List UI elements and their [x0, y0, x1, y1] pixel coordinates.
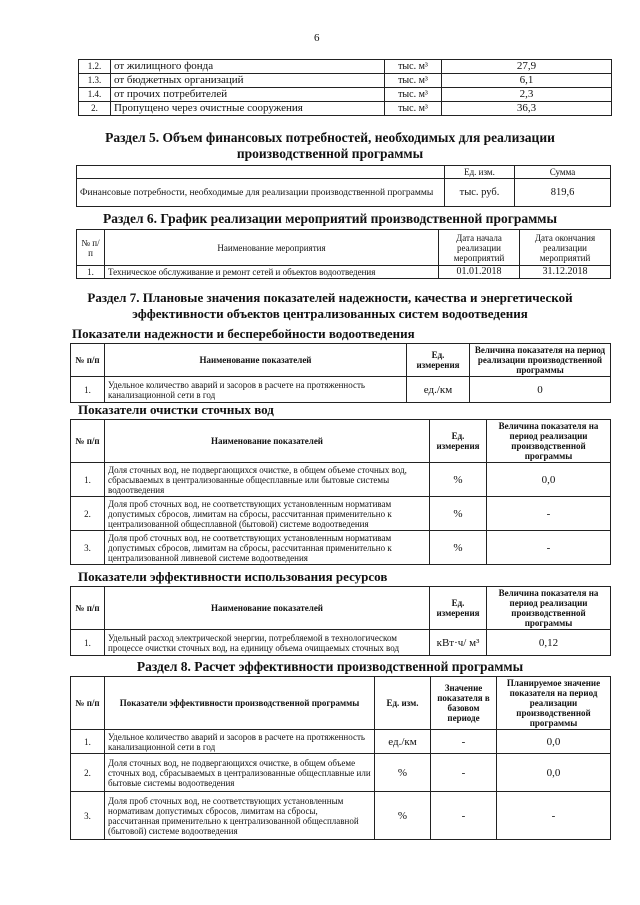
- row-unit: ед./км: [375, 730, 431, 754]
- header-unit: Ед. измерения: [430, 420, 487, 463]
- treatment-table-body: [71, 420, 611, 565]
- table-row: [71, 630, 611, 656]
- header-name: Наименование показателей: [105, 344, 407, 377]
- row-base: -: [431, 792, 497, 840]
- schedule-header-num: № п/п: [77, 230, 105, 266]
- row-number: 1.: [71, 730, 105, 754]
- header-value: Величина показателя на период реализации производственной программы: [487, 420, 611, 463]
- header-unit: Ед. измерения: [407, 344, 470, 377]
- header-plan: Планируемое значение показателя на период реализации производственной программы: [497, 677, 611, 730]
- row-unit: тыс. м³: [385, 102, 442, 116]
- row-unit: тыс. м³: [385, 88, 442, 102]
- efficiency-table: [70, 586, 611, 656]
- row-value: 2,3: [442, 88, 612, 102]
- row-value: 0: [470, 377, 611, 403]
- header-unit: Ед. изм.: [375, 677, 431, 730]
- row-value: 6,1: [442, 74, 612, 88]
- finance-header-name: [77, 166, 445, 179]
- row-name: от бюджетных организаций: [111, 74, 385, 88]
- section7-title: [40, 290, 620, 322]
- row-unit: ед./км: [407, 377, 470, 403]
- row-number: 1.3.: [79, 74, 111, 88]
- row-number: 2.: [79, 102, 111, 116]
- header-num: № п/п: [71, 344, 105, 377]
- header-num: № п/п: [71, 677, 105, 730]
- row-name: Доля сточных вод, не подвергающихся очистке, в общем объеме сточных вод, сбрасываемых в централизованные общесплавные или бытовые системы водоотведения: [105, 463, 430, 497]
- row-name: Доля проб сточных вод, не соответствующих установленным нормативам допустимых сбросов, лимитам на сбросы, рассчитанная применительно к централизованной ливневой системе водоотведения: [105, 531, 430, 565]
- table-row: [71, 463, 611, 497]
- row-plan: 0,0: [497, 730, 611, 754]
- table-header-row: [71, 344, 611, 377]
- finance-header-sum: Сумма: [515, 166, 611, 179]
- table-header-row: [71, 587, 611, 630]
- row-number: 2.: [71, 754, 105, 792]
- reliability-table: [70, 343, 611, 403]
- row-value: 0,12: [487, 630, 611, 656]
- header-name: Показатели эффективности производственной программы: [105, 677, 375, 730]
- row-number: 1.: [71, 377, 105, 403]
- section8-title: Раздел 8. Расчет эффективности производственной программы: [136, 659, 524, 674]
- reliability-table-body: [71, 344, 611, 403]
- table-row: [71, 531, 611, 565]
- finance-row-name: Финансовые потребности, необходимые для реализации производственной программы: [77, 179, 445, 207]
- row-plan: -: [497, 792, 611, 840]
- row-name: Доля проб сточных вод, не соответствующих установленным нормативам допустимых сбросов, лимитам на сбросы, рассчитанная применительно к централизованной общесплавной (бытовой) системе водоотведения: [105, 497, 430, 531]
- row-plan: 0,0: [497, 754, 611, 792]
- section5-title-line1: Раздел 5. Объем финансовых потребностей, необходимых для реализации: [105, 130, 555, 145]
- schedule-table: [76, 229, 611, 279]
- section5-title-line2: производственной программы: [236, 146, 424, 161]
- table-row: [71, 792, 611, 840]
- table-row: [79, 74, 612, 88]
- finance-row-unit: тыс. руб.: [445, 179, 515, 207]
- efficiency-table-body: [71, 587, 611, 656]
- header-unit: Ед. измерения: [430, 587, 487, 630]
- page-number: 6: [314, 32, 320, 44]
- schedule-header-end: Дата окончания реализации мероприятий: [520, 230, 611, 266]
- row-name: Доля проб сточных вод, не соответствующих установленным нормативам допустимых сбросов, лимитам на сбросы, рассчитанная применительно к централизованной общесплавной (бытовой) системе водоотведения: [105, 792, 375, 840]
- table-header-row: [71, 677, 611, 730]
- table-row: [71, 754, 611, 792]
- row-unit: %: [430, 497, 487, 531]
- row-name: Доля сточных вод, не подвергающихся очистке, в общем объеме сточных вод, сбрасываемых в централизованные общесплавные или бытовые системы водоотведения: [105, 754, 375, 792]
- row-name: Удельное количество аварий и засоров в расчете на протяженность канализационной сети в год: [105, 377, 407, 403]
- row-value: 27,9: [442, 60, 612, 74]
- program-efficiency-table-body: [71, 677, 611, 840]
- schedule-row-end: 31.12.2018: [520, 266, 611, 279]
- schedule-header-start: Дата начала реализации мероприятий: [439, 230, 520, 266]
- table-row: [71, 377, 611, 403]
- row-number: 2.: [71, 497, 105, 531]
- row-unit: кВт·ч/ м³: [430, 630, 487, 656]
- volume-table-body: [79, 60, 612, 116]
- row-unit: %: [375, 792, 431, 840]
- schedule-row-name: Техническое обслуживание и ремонт сетей и объектов водоотведения: [105, 266, 439, 279]
- finance-row-sum: 819,6: [515, 179, 611, 207]
- volume-table: [78, 59, 612, 116]
- row-number: 3.: [71, 531, 105, 565]
- header-name: Наименование показателей: [105, 587, 430, 630]
- row-base: -: [431, 754, 497, 792]
- row-name: Удельный расход электрической энергии, потребляемой в технологическом процессе очистки сточных вод, на единицу объема очищаемых сточных вод: [105, 630, 430, 656]
- row-value: 0,0: [487, 463, 611, 497]
- row-unit: %: [430, 531, 487, 565]
- program-efficiency-table: [70, 676, 611, 840]
- section6-title: Раздел 6. График реализации мероприятий производственной программы: [102, 211, 558, 226]
- row-name: от прочих потребителей: [111, 88, 385, 102]
- header-value: Величина показателя на период реализации производственной программы: [487, 587, 611, 630]
- schedule-row-num: 1.: [77, 266, 105, 279]
- section7-title-line1: Раздел 7. Плановые значения показателей надежности, качества и энергетической: [87, 290, 573, 305]
- header-num: № п/п: [71, 420, 105, 463]
- row-value: -: [487, 497, 611, 531]
- row-value: -: [487, 531, 611, 565]
- row-number: 1.4.: [79, 88, 111, 102]
- treatment-title: Показатели очистки сточных вод: [78, 402, 274, 417]
- row-unit: %: [375, 754, 431, 792]
- table-header-row: [71, 420, 611, 463]
- finance-table: [76, 165, 611, 207]
- table-row: [71, 497, 611, 531]
- section5-title: [60, 130, 600, 162]
- row-name: от жилищного фонда: [111, 60, 385, 74]
- row-value: 36,3: [442, 102, 612, 116]
- header-num: № п/п: [71, 587, 105, 630]
- efficiency-title: Показатели эффективности использования ресурсов: [78, 569, 388, 584]
- table-row: [79, 88, 612, 102]
- header-name: Наименование показателей: [105, 420, 430, 463]
- schedule-row-start: 01.01.2018: [439, 266, 520, 279]
- table-row: [71, 730, 611, 754]
- table-row: [79, 102, 612, 116]
- row-unit: тыс. м³: [385, 60, 442, 74]
- row-unit: тыс. м³: [385, 74, 442, 88]
- schedule-header-name: Наименование мероприятия: [105, 230, 439, 266]
- header-value: Величина показателя на период реализации производственной программы: [470, 344, 611, 377]
- reliability-title: Показатели надежности и бесперебойности водоотведения: [72, 326, 415, 341]
- row-number: 1.: [71, 630, 105, 656]
- table-row: [79, 60, 612, 74]
- row-name: Удельное количество аварий и засоров в расчете на протяженность канализационной сети в год: [105, 730, 375, 754]
- row-unit: %: [430, 463, 487, 497]
- section7-title-line2: эффективности объектов централизованных систем водоотведения: [132, 306, 528, 321]
- header-base: Значение показателя в базовом периоде: [431, 677, 497, 730]
- row-number: 1.: [71, 463, 105, 497]
- treatment-table: [70, 419, 611, 565]
- row-base: -: [431, 730, 497, 754]
- row-name: Пропущено через очистные сооружения: [111, 102, 385, 116]
- row-number: 3.: [71, 792, 105, 840]
- finance-header-unit: Ед. изм.: [445, 166, 515, 179]
- row-number: 1.2.: [79, 60, 111, 74]
